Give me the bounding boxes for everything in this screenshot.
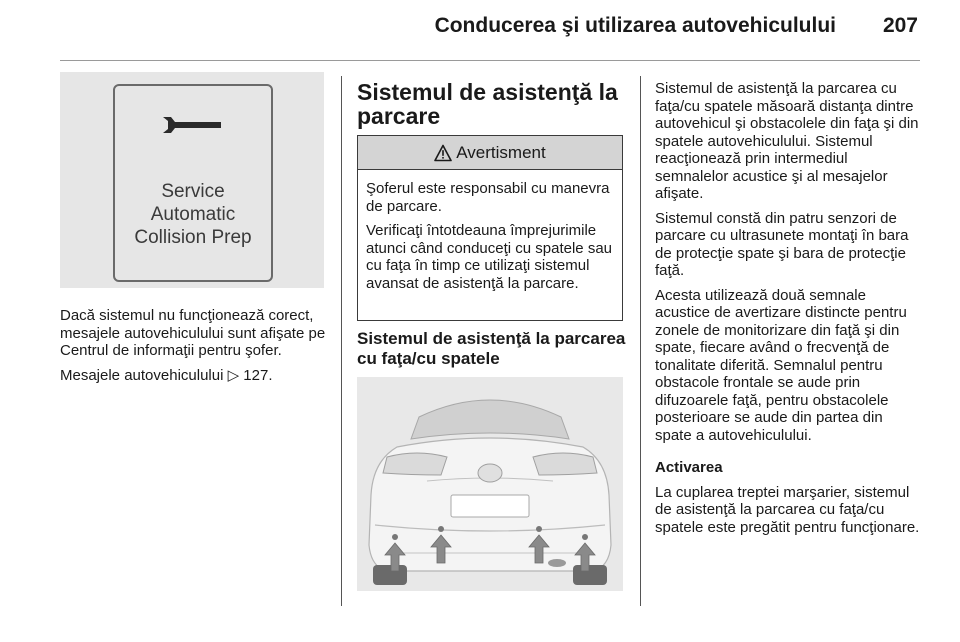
page-number: 207 — [882, 14, 918, 37]
service-message-figure — [60, 72, 324, 288]
wrench-icon — [161, 112, 223, 138]
warning-box — [357, 135, 623, 321]
cross-reference[interactable]: Mesajele autovehiculului ▷ 127. — [60, 366, 273, 384]
warning-header — [358, 136, 622, 170]
column-divider — [640, 76, 641, 606]
subsection-heading: Sistemul de asistenţă la parcarea cu faţa/cu spatele — [357, 329, 626, 368]
paragraph: La cuplarea treptei marşarier, sistemul de asistenţă la parcarea cu faţa/cu spatele este pregătit pentru funcţionare. — [655, 483, 920, 536]
car-rear-icon — [357, 377, 623, 591]
paragraph: Dacă sistemul nu funcţionează corect, mesajele autovehiculului sunt afişate pe Centrul de informaţii pentru şofer. — [60, 307, 326, 359]
warning-paragraph: Şoferul este responsabil cu manevra de parcare. — [366, 180, 610, 215]
display-line: Collision Prep — [134, 227, 252, 248]
column-divider — [341, 76, 342, 606]
display-line: Service — [161, 181, 225, 202]
paragraph: Sistemul constă din patru senzori de parcare cu ultrasunete montaţi în bara de protecţie spate şi bara de protecţie faţă. — [655, 209, 909, 279]
section-heading: Sistemul de asistenţă la parcare — [357, 79, 618, 129]
left-column-text — [60, 307, 326, 391]
warning-triangle-icon — [434, 144, 452, 162]
warning-paragraph: Verificaţi întotdeauna împrejurimile atunci când conduceţi cu spatele sau cu faţa în timp ce utilizaţi sistemul avansat de asistenţă la parcare. — [366, 222, 612, 292]
running-head — [0, 0, 960, 60]
warning-body — [358, 170, 622, 292]
activation-heading: Activarea — [655, 459, 723, 476]
paragraph: Acesta utilizează două semnale acustice de avertizare distincte pentru zonele de monitorizare din faţă şi din spate, fiecare având o frecvenţă de tonalitate diferită. Semnalul pentru obstacole frontale se aude prin difuzoarele faţă, pentru obstacolele posterioare se aude din partea din spate a autovehiculului. — [655, 286, 907, 444]
header-rule — [60, 60, 920, 61]
driver-info-display — [113, 84, 273, 282]
paragraph: Sistemul de asistenţă la parcarea cu faţa/cu spatele măsoară distanţa dintre autovehicul şi obstacolele din faţa şi din spatele autovehiculului. Sistemul reacţionează prin intermediul semnalelor acustice şi al mesajelor afişate. — [655, 80, 919, 202]
warning-title: Avertisment — [456, 142, 546, 162]
right-column-text — [655, 80, 923, 543]
display-line: Automatic — [150, 204, 236, 225]
parking-sensors-figure — [357, 377, 623, 591]
running-title: Conducerea şi utilizarea autovehiculului — [434, 14, 836, 37]
activation-block — [655, 484, 923, 537]
display-message — [115, 180, 271, 249]
